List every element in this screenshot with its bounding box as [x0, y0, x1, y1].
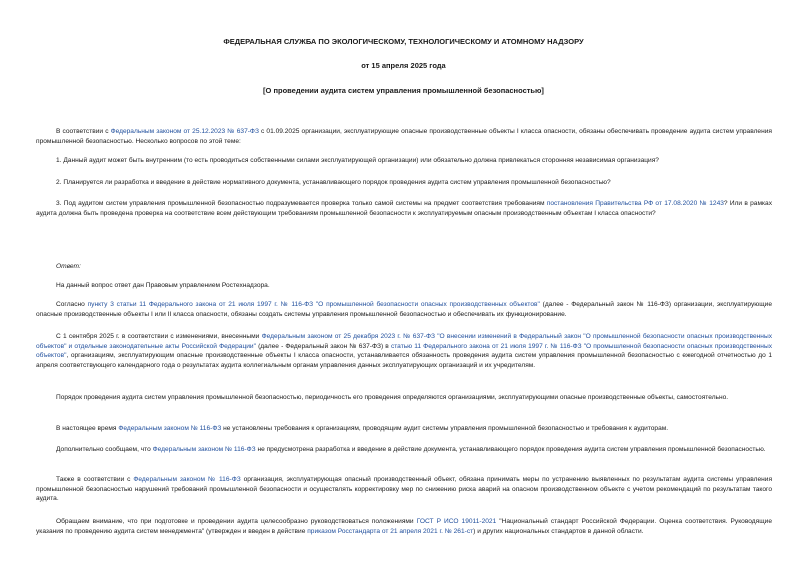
answer-paragraph-2: Согласно пункту 3 статьи 11 Федерального закона от 21 июля 1997 г. № 116-ФЗ "О промышленной безопасности опасных производственных объектов" (далее - Федеральный закон № 116-ФЗ) организации, эксплуатирующие опасные производственные объекты I или II класса опасности, обязаны создать системы управления промышленной безопасностью и обеспечивать их функционирование. [36, 301, 772, 318]
document-subject: [О проведении аудита систем управления промышленной безопасностью] [263, 86, 544, 95]
question-intro: В соответствии с Федеральным законом от 25.12.2023 № 637-ФЗ с 01.09.2025 организации, эксплуатирующие опасные производственные объекты I класса опасности, обязаны обеспечивать проведение аудита систем управления промышленной безопасностью. Несколько вопросов по этой теме: [36, 128, 772, 145]
link-law-116-article-11-p3[interactable]: пункту 3 статьи 11 Федерального закона от 21 июля 1997 г. № 116-ФЗ "О промышленной безопасности опасных производственных объектов" [87, 301, 540, 308]
link-rosstandart-order-261[interactable]: приказом Росстандарта от 21 апреля 2021 г. № 261-ст [307, 527, 474, 535]
question-1: 1. Данный аудит может быть внутренним (то есть проводиться собственными силами эксплуатирующей организации) или обязательно должна привлекаться сторонняя независимая организация? [56, 157, 659, 164]
answer-label: Ответ: [56, 263, 81, 270]
answer-paragraph-1: На данный вопрос ответ дан Правовым управлением Ростехнадзора. [56, 282, 270, 289]
link-gost-iso-19011-2021[interactable]: ГОСТ Р ИСО 19011-2021 [416, 518, 497, 525]
answer-paragraph-3: С 1 сентября 2025 г. в соответствии с изменениями, внесенными Федеральным законом от 25 декабря 2023 г. № 637-ФЗ "О внесении изменений в Федеральный закон "О промышленной безопасности опасных производственных объектов" и отдельные законодательные акты Российской Федерации" (далее - Федеральный закон № 637-ФЗ) в статью 11 Федерального закона от 21 июля 1997 г. № 116-ФЗ "О промышленной безопасности опасных производственных объектов", организациям, эксплуатирующим опасные производственные объекты I класса опасности, устанавливается обязанность проведения аудита систем управления промышленной безопасностью с ежегодной отчетностью до 1 апреля соответствующего календарного года о результатах аудита коллегиальным органам управления данных эксплуатирующих организаций и их учредителям. [36, 333, 772, 369]
answer-paragraph-4: Порядок проведения аудита систем управления промышленной безопасностью, периодичность его проведения определяются организациями, эксплуатирующими опасные производственные объекты, самостоятельно. [56, 394, 729, 401]
link-law-116[interactable]: Федеральным законом № 116-ФЗ [133, 476, 241, 483]
link-law-637-amendments[interactable]: Федеральным законом от 25 декабря 2023 г. № 637-ФЗ "О внесении изменений в Федеральный закон "О промышленной безопасности опасных производственных объектов" и отдельные законодательные акты Российской Федерации" [36, 333, 772, 350]
answer-paragraph-6: Дополнительно сообщаем, что Федеральным законом № 116-ФЗ не предусмотрена разработка и введение в действие документа, устанавливающего порядок проведения аудита систем управления промышленной безопасностью. [56, 446, 766, 453]
link-law-116[interactable]: Федеральным законом № 116-ФЗ [118, 425, 222, 432]
answer-paragraph-8: Обращаем внимание, что при подготовке и проведении аудита целесообразно руководствоваться положениями ГОСТ Р ИСО 19011-2021 "Национальный стандарт Российской Федерации. Оценка соответствия. Руководящие указания по проведению аудита систем менеджмента" (утвержден и введен в действие приказом Росстандарта от 21 апреля 2021 г. № 261-ст) и других национальных стандартов в данной области. [36, 518, 772, 535]
answer-paragraph-5: В настоящее время Федеральным законом № 116-ФЗ не установлены требования к организациям, проводящим аудит системы управления промышленной безопасностью и требования к аудиторам. [56, 425, 669, 432]
question-3: 3. Под аудитом систем управления промышленной безопасностью подразумевается проверка только самой системы на предмет соответствия требованиям постановления Правительства РФ от 17.08.2020 № 1243? Или в рамках аудита должна быть проведена проверка на соответствие всем действующим требованиям промышленной безопасности к эксплуатируемым опасным производственным объектам I класса опасности? [36, 200, 772, 217]
agency-title: ФЕДЕРАЛЬНАЯ СЛУЖБА ПО ЭКОЛОГИЧЕСКОМУ, ТЕХНОЛОГИЧЕСКОМУ И АТОМНОМУ НАДЗОРУ [223, 37, 584, 46]
link-law-116[interactable]: Федеральным законом № 116-ФЗ [152, 446, 256, 453]
link-law-116-article-11[interactable]: статью 11 Федерального закона от 21 июля 1997 г. № 116-ФЗ "О промышленной безопасности опасных производственных объектов" [36, 342, 772, 360]
link-law-637[interactable]: Федеральным законом от 25.12.2023 № 637-ФЗ [110, 128, 259, 135]
answer-paragraph-7: Также в соответствии с Федеральным законом № 116-ФЗ организация, эксплуатирующая опасный производственный объект, обязана принимать меры по устранению выявленных по результатам аудита системы управления промышленной безопасностью нарушений требований промышленной безопасности и осуществлять корректировку мер по снижению риска аварий на опасном производственном объекте с учетом рекомендаций по результатам такого аудита. [36, 476, 773, 503]
link-government-decree-1243[interactable]: постановления Правительства РФ от 17.08.2020 № 1243 [546, 200, 724, 207]
document-date: от 15 апреля 2025 года [361, 61, 446, 70]
question-2: 2. Планируется ли разработка и введение в действие нормативного документа, устанавливающего порядок проведения аудита систем управления промышленной безопасностью? [56, 179, 611, 186]
